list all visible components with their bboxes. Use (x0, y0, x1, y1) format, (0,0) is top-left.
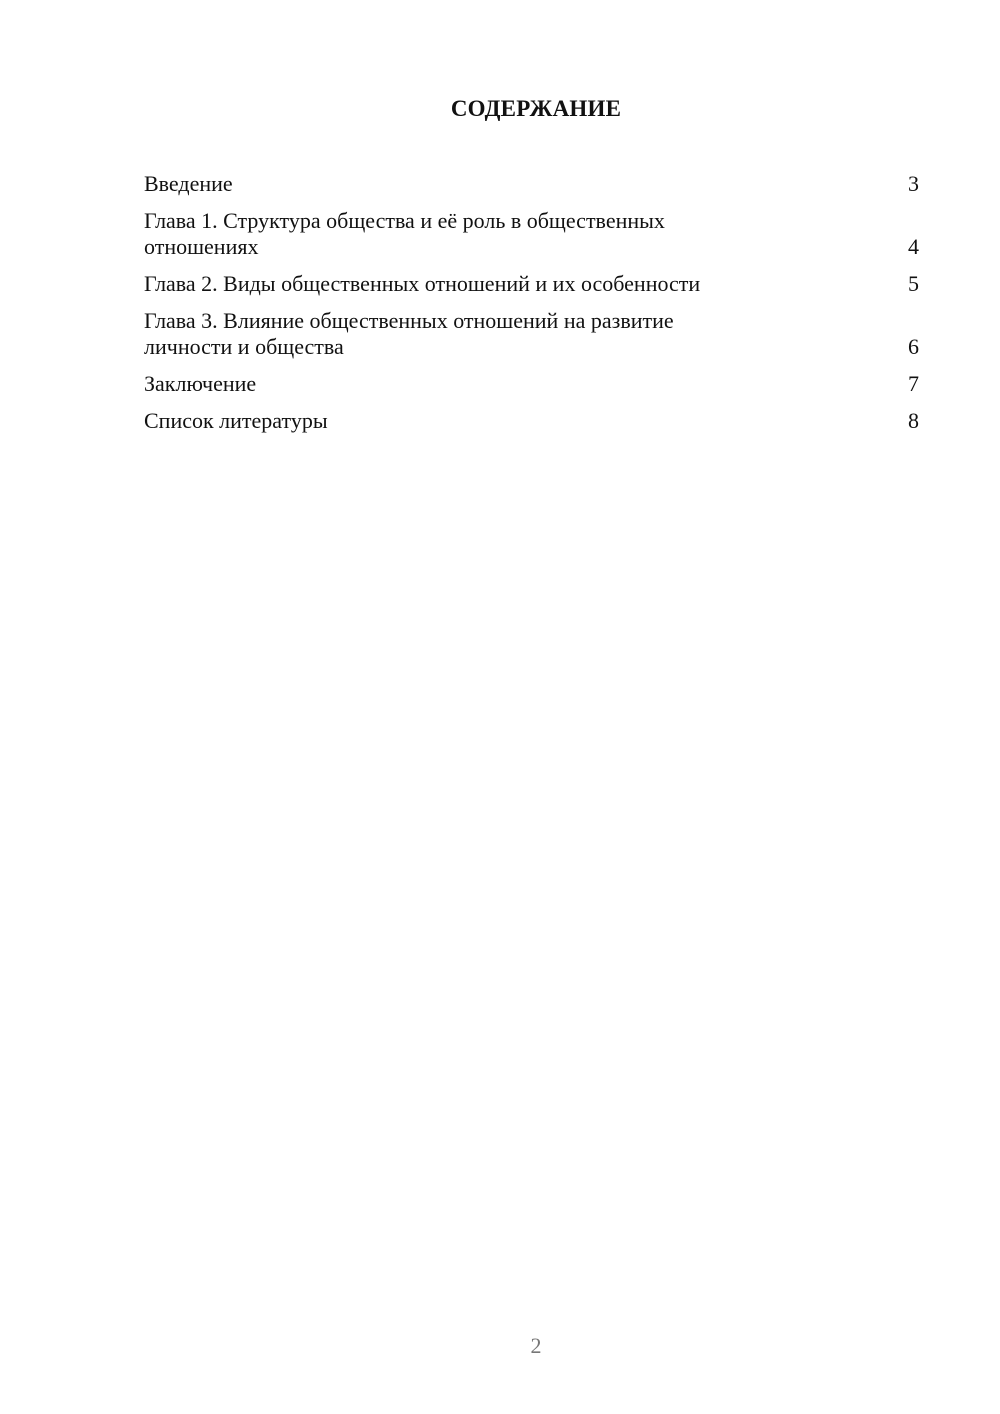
toc-entry-label: Заключение (144, 371, 257, 396)
page-number: 2 (530, 1333, 542, 1358)
toc-entry-page: 5 (908, 271, 919, 296)
table-of-contents (144, 171, 919, 445)
toc-entry-label: Список литературы (144, 408, 328, 433)
toc-entry-page: 4 (908, 234, 919, 259)
toc-entry-chapter-1[interactable] (144, 208, 919, 260)
toc-entry-label: Глава 3. Влияние общественных отношений на развитие личности и общества (144, 308, 674, 359)
toc-entry-conclusion[interactable] (144, 371, 919, 397)
toc-entry-introduction[interactable] (144, 171, 919, 197)
toc-entry-label: Введение (144, 171, 233, 196)
toc-entry-page: 6 (908, 334, 919, 359)
toc-entry-page: 3 (908, 171, 919, 196)
toc-entry-references[interactable] (144, 408, 919, 434)
toc-entry-page: 7 (908, 371, 919, 396)
toc-entry-page: 8 (908, 408, 919, 433)
toc-entry-label: Глава 1. Структура общества и её роль в общественных отношениях (144, 208, 665, 259)
toc-entry-chapter-2[interactable] (144, 271, 919, 297)
toc-entry-label: Глава 2. Виды общественных отношений и их особенности (144, 271, 701, 296)
toc-entry-chapter-3[interactable] (144, 308, 919, 360)
page-title: СОДЕРЖАНИЕ (450, 96, 622, 121)
